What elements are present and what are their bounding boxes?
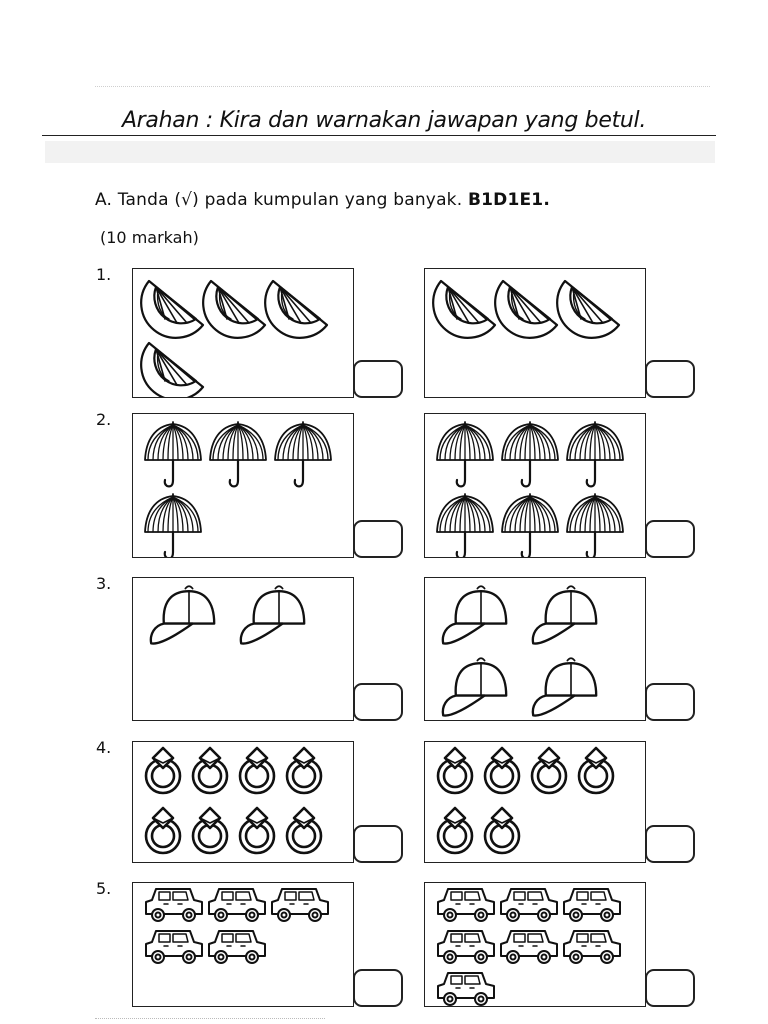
picture-group-drawing [425,414,645,557]
car-icon [438,931,494,963]
ring-icon [532,748,566,793]
instruction-heading: Arahan : Kira dan warnakan jawapan yang betul. [121,108,647,133]
question-number: 4. [96,738,112,757]
umbrella-icon [437,422,493,486]
picture-group-left [132,577,354,721]
picture-group-drawing [425,883,645,1006]
ring-icon [240,808,274,853]
picture-group-drawing [133,414,353,557]
answer-checkbox-left[interactable] [353,825,403,863]
ring-icon [438,748,472,793]
answer-checkbox-right[interactable] [645,683,695,721]
car-icon [564,889,620,921]
umbrella-icon [437,494,493,557]
ring-icon [287,748,321,793]
car-icon [272,889,328,921]
answer-checkbox-left[interactable] [353,683,403,721]
cap-icon [533,586,596,643]
picture-group-left [132,741,354,863]
picture-group-right [424,741,646,863]
picture-group-left [132,268,354,398]
car-icon [438,889,494,921]
heading-rule [42,135,716,136]
ring-icon [579,748,613,793]
answer-checkbox-right[interactable] [645,825,695,863]
ring-icon [193,748,227,793]
question-number: 3. [96,574,112,593]
picture-group-drawing [425,578,645,720]
umbrella-icon [502,422,558,486]
top-dotted-line [95,86,710,89]
car-icon [438,973,494,1005]
car-icon [209,889,265,921]
cap-icon [151,586,214,643]
orange-slice-icon [495,281,557,338]
picture-group-drawing [133,578,353,720]
umbrella-icon [275,422,331,486]
car-icon [501,931,557,963]
car-icon [564,931,620,963]
ring-icon [485,808,519,853]
ring-icon [287,808,321,853]
picture-group-drawing [133,269,353,397]
umbrella-icon [210,422,266,486]
section-a-code: B1D1E1. [467,190,550,210]
orange-slice-icon [557,281,619,338]
ring-icon [146,808,180,853]
picture-group-left [132,882,354,1007]
grey-band [45,141,715,163]
cap-icon [443,658,506,715]
cap-icon [533,658,596,715]
ring-icon [146,748,180,793]
ring-icon [438,808,472,853]
picture-group-drawing [425,742,645,862]
question-number: 1. [96,265,112,284]
picture-group-right [424,577,646,721]
picture-group-left [132,413,354,558]
umbrella-icon [502,494,558,557]
answer-checkbox-left[interactable] [353,360,403,398]
answer-checkbox-left[interactable] [353,969,403,1007]
section-a-text: A. Tanda (√) pada kumpulan yang banyak. [95,190,463,210]
umbrella-icon [145,494,201,557]
car-icon [209,931,265,963]
orange-slice-icon [265,281,327,338]
picture-group-drawing [425,269,645,397]
cap-icon [241,586,304,643]
orange-slice-icon [433,281,495,338]
question-number: 5. [96,879,112,898]
car-icon [146,931,202,963]
orange-slice-icon [203,281,265,338]
answer-checkbox-left[interactable] [353,520,403,558]
picture-group-right [424,268,646,398]
umbrella-icon [145,422,201,486]
answer-checkbox-right[interactable] [645,360,695,398]
cap-icon [443,586,506,643]
picture-group-right [424,882,646,1007]
section-a-question [95,190,550,210]
answer-checkbox-right[interactable] [645,969,695,1007]
orange-slice-icon [141,281,203,338]
umbrella-icon [567,494,623,557]
ring-icon [485,748,519,793]
umbrella-icon [567,422,623,486]
picture-group-drawing [133,883,353,1006]
ring-icon [240,748,274,793]
ring-icon [193,808,227,853]
picture-group-right [424,413,646,558]
section-a-marks: (10 markah) [100,228,199,247]
bottom-dotted-line [95,1018,325,1019]
picture-group-drawing [133,742,353,862]
answer-checkbox-right[interactable] [645,520,695,558]
car-icon [501,889,557,921]
question-number: 2. [96,410,112,429]
orange-slice-icon [141,343,203,397]
car-icon [146,889,202,921]
